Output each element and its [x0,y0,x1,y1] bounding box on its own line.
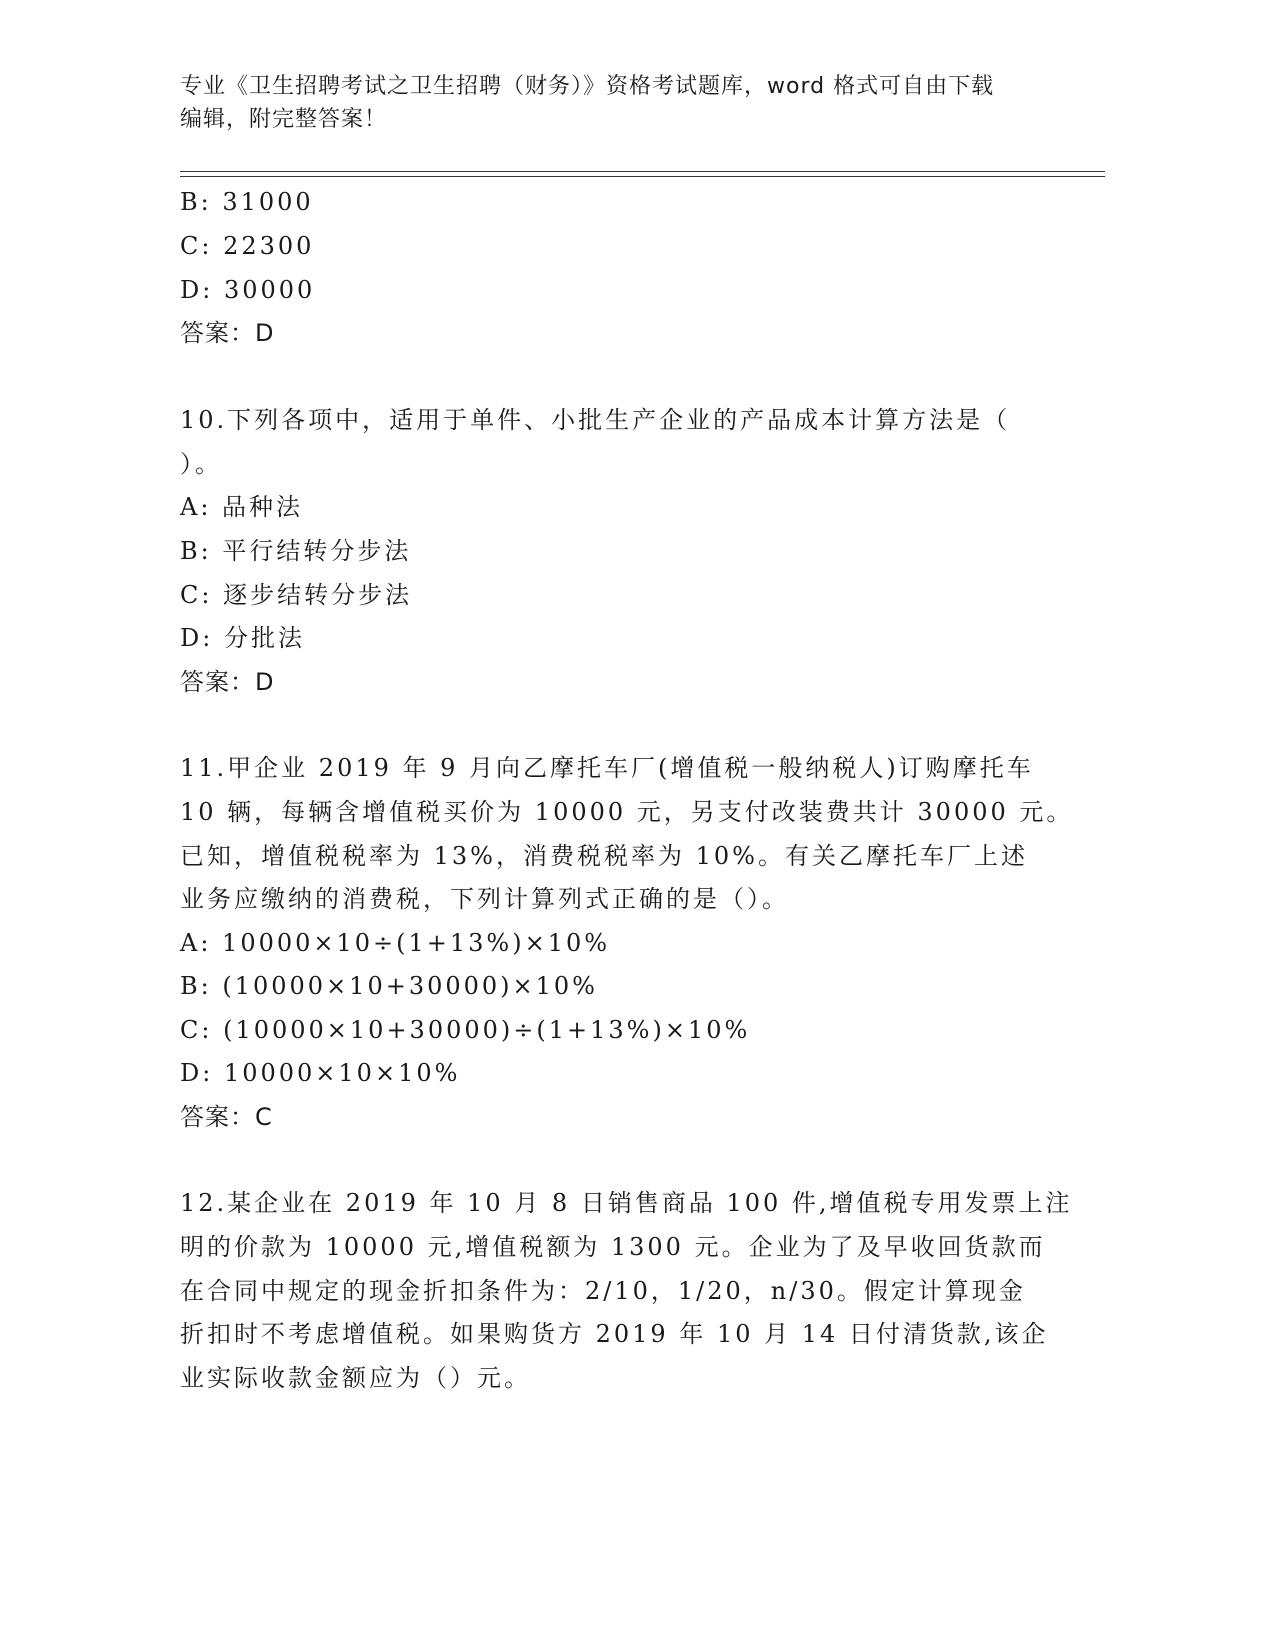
q10-answer: 答案：D [180,668,275,696]
header-line-2: 编辑，附完整答案！ [180,107,388,132]
q12-question-line-4: 折扣时不考虑增值税。如果购货方 2019 年 10 月 14 日付清货款,该企 [180,1320,1049,1348]
q12-question-line-3: 在合同中规定的现金折扣条件为：2/10，1/20，n/30。假定计算现金 [180,1277,1026,1305]
q10-option-b: B: 平行结转分步法 [180,537,412,565]
q11-question-line-3: 已知，增值税税率为 13%，消费税税率为 10%。有关乙摩托车厂上述 [180,842,1028,870]
q11-question-line-4: 业务应缴纳的消费税，下列计算列式正确的是（）。 [180,885,789,913]
q11-answer: 答案：C [180,1103,273,1131]
q10-option-d: D: 分批法 [180,624,305,652]
q12-question-line-2: 明的价款为 10000 元,增值税额为 1300 元。企业为了及早收回货款而 [180,1233,1046,1261]
q9-option-b: B: 31000 [180,188,314,216]
q12-question-line-5: 业实际收款金额应为（）元。 [180,1364,531,1392]
q10-question-line-2: ）。 [180,450,222,478]
q11-option-c: C: (10000×10+30000)÷(1+13%)×10% [180,1016,751,1044]
q11-question-line-2: 10 辆，每辆含增值税买价为 10000 元，另支付改装费共计 30000 元。 [180,798,1074,826]
header-divider-top [180,171,1105,172]
q11-option-b: B: (10000×10+30000)×10% [180,972,598,1000]
document-header [180,70,1050,136]
q9-option-d: D: 30000 [180,276,316,304]
q12-question-line-1: 12.某企业在 2019 年 10 月 8 日销售商品 100 件,增值税专用发票上注 [180,1189,1073,1217]
header-line-1: 专业《卫生招聘考试之卫生招聘（财务）》资格考试题库，word 格式可自由下载 [180,74,995,99]
q10-question-line-1: 10.下列各项中，适用于单件、小批生产企业的产品成本计算方法是（ [180,406,1011,434]
q9-option-c: C: 22300 [180,232,315,260]
header-divider-bottom [180,176,1105,177]
q10-option-c: C: 逐步结转分步法 [180,581,413,609]
q11-option-d: D: 10000×10×10% [180,1059,461,1087]
q11-option-a: A: 10000×10÷(1+13%)×10% [180,929,611,957]
q9-answer: 答案：D [180,319,275,347]
q10-option-a: A: 品种法 [180,493,304,521]
q11-question-line-1: 11.甲企业 2019 年 9 月向乙摩托车厂(增值税一般纳税人)订购摩托车 [180,754,1034,782]
